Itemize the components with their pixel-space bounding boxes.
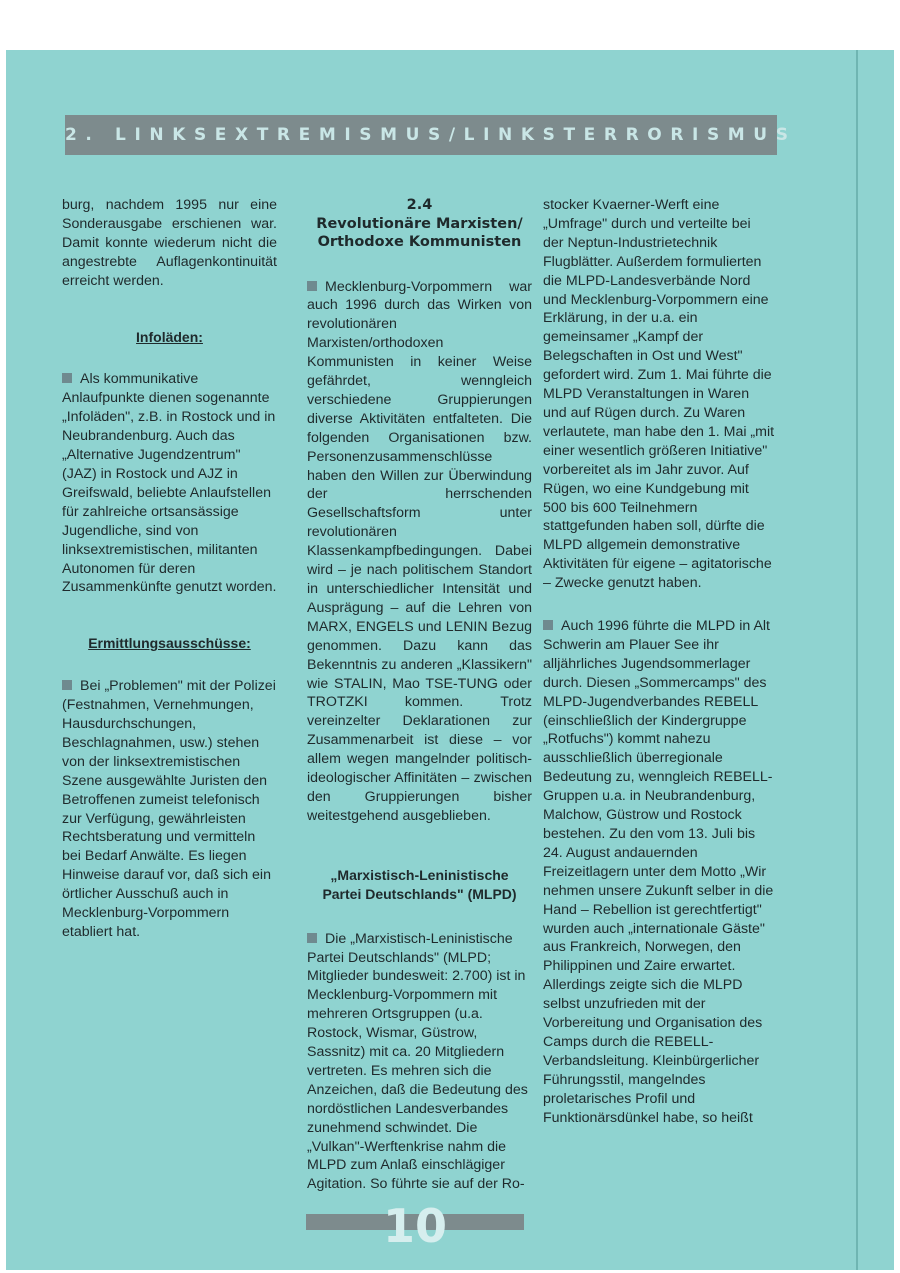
ermittlung-paragraph	[62, 677, 277, 942]
kvaerner-paragraph: stocker Kvaerner-Werft eine „Umfrage" durch und verteilte bei der Neptun-Industrietechnik Flugblätter. Außerdem formulierten die MLPD-Landesverbände Nord und Mecklenburg-Vorpommern eine Erklärung, in der u.a. ein gemeinsamer „Kampf der Belegschaften in Ost und West" gefordert wird. Zum 1. Mai führte die MLPD Veranstaltungen in Waren und auf Rügen durch. Zu Waren verlautete, man habe den 1. Mai „mit einer wesentlich größeren Initiative" vorbereitet als im Jahr zuvor. Auf Rügen, wo eine Kundgebung mit 500 bis 600 Teilnehmern stattgefunden haben soll, dürfte die MLPD allgemein demonstrative Aktivitäten für eigene – agitatorische – Zwecke genutzt haben.	[543, 197, 775, 592]
square-bullet-icon	[307, 281, 317, 291]
infolaeden-paragraph	[62, 370, 277, 597]
infolaeden-heading: Infoläden:	[136, 328, 203, 345]
mlpd-heading-line2: Partei Deutschlands" (MLPD)	[322, 885, 517, 902]
square-bullet-icon	[307, 933, 317, 943]
page-edge-line	[856, 50, 858, 1270]
square-bullet-icon	[543, 620, 553, 630]
section-title-line1: Revolutionäre Marxisten/	[316, 215, 523, 232]
page-number: 10	[382, 1199, 447, 1253]
square-bullet-icon	[62, 373, 72, 383]
section-paragraph-1	[307, 278, 532, 826]
section-text-1: Mecklenburg-Vorpommern war auch 1996 durch das Wirken von revolutionären Marxisten/orthodoxen Kommunisten in keiner Weise gefährdet, wenngleich verschiedene Gruppierungen diverse Aktivitäten entfalteten. Die folgenden Organisationen bzw. Personenzusammenschlüsse haben den Willen zur Überwindung der herrschenden Gesellschaftsform unter revolutionären Klassenkampfbedingungen. Dabei wird – je nach politischem Standort in unterschiedlicher Intensität und Ausprägung – auf die Lehren von MARX, ENGELS und LENIN Bezug genommen. Dazu kann das Bekenntnis zu anderen „Klassikern" wie STALIN, Mao TSE-TUNG oder TROTZKI kommen. Trotz vereinzelter Deklarationen zur Zusammenarbeit ist diese – vor allem wegen mangelnder politisch-ideologischer Affinitäten – zwischen den Gruppierungen bisher weitestgehend ausgeblieben.	[307, 278, 532, 824]
column-left	[62, 196, 277, 942]
mlpd-heading-line1: „Marxistisch-Leninistische	[330, 866, 509, 883]
ermittlung-text: Bei „Problemen" mit der Polizei (Festnahmen, Vernehmungen, Hausdurchschungen, Beschlagnahmen, usw.) stehen von der linksextremistischen Szene ausgewählte Juristen den Betroffenen zumeist telefonisch zur Verfügung, gewährleisten Rechtsberatung und vermitteln bei Bedarf Anwälte. Es liegen Hinweise darauf vor, daß sich ein örtlicher Ausschuß auch in Mecklenburg-Vorpommern etabliert hat.	[62, 678, 276, 940]
mlpd-text: Die „Marxistisch-Leninistische Partei Deutschlands" (MLPD; Mitglieder bundesweit: 2.700) ist in Mecklenburg-Vorpommern mit mehreren Ortsgruppen (u.a. Rostock, Wismar, Güstrow, Sassnitz) mit ca. 20 Mitgliedern vertreten. Es mehren sich die Anzeichen, daß die Bedeutung des nordöstlichen Landesverbandes zunehmend schwindet. Die „Vulkan"-Werftenkrise nahm die MLPD zum Anlaß einschlägiger Agitation. So führte sie auf der Ro-	[307, 930, 528, 1193]
column-right	[543, 196, 775, 1128]
infolaeden-text: Als kommunikative Anlaufpunkte dienen sogenannte „Infoläden", z.B. in Rostock und in Neubrandenburg. Auch das „Alternative Jugendzentrum" (JAZ) in Rostock und AJZ in Greifswald, beliebte Anlaufstellen für zahlreiche ortsansässige Jugendliche, sind von linksextremistischen, militanten Autonomen für deren Zusammenkünfte genutzt worden.	[62, 371, 277, 596]
square-bullet-icon	[62, 680, 72, 690]
ermittlung-heading: Ermittlungsausschüsse:	[88, 635, 251, 652]
intro-paragraph: burg, nachdem 1995 nur eine Sonderausgabe erschienen war. Damit konnte wiederum nicht die angestrebte Auflagenkontinuität erreicht werden.	[62, 197, 277, 289]
chapter-header-title: 2. LINKSEXTREMISMUS/LINKSTERRORISMUS	[65, 125, 797, 145]
mlpd-paragraph	[307, 930, 532, 1195]
section-number: 2.4	[406, 197, 433, 213]
column-middle	[307, 196, 532, 1194]
sommerlager-paragraph	[543, 617, 775, 1127]
section-title-line2: Orthodoxe Kommunisten	[317, 234, 522, 250]
sommerlager-text: Auch 1996 führte die MLPD in Alt Schwerin am Plauer See ihr alljährliches Jugendsommerlager durch. Diesen „Sommercamps" des MLPD-Jugendverbandes REBELL (einschließlich der Kindergruppe „Rotfuchs") kommt nahezu ausschließlich überregionale Bedeutung zu, wenngleich REBELL-Gruppen u.a. in Neubrandenburg, Malchow, Güstrow und Rostock bestehen. Zu den vom 13. Juli bis 24. August andauernden Freizeitlagern unter dem Motto „Wir nehmen unsere Zukunft selber in die Hand – Rebellion ist gerechtfertigt" wurden auch „internationale Gäste" aus Frankreich, Norwegen, den Philippinen und Zaire erwartet. Allerdings zeigte sich die MLPD selbst unzufrieden mit der Vorbereitung und Organisation des Camps durch die REBELL-Verbandsleitung. Kleinbürgerlicher Führungsstil, mangelndes proletarisches Profil und Funktionärsdünkel habe, so heißt	[543, 618, 774, 1126]
